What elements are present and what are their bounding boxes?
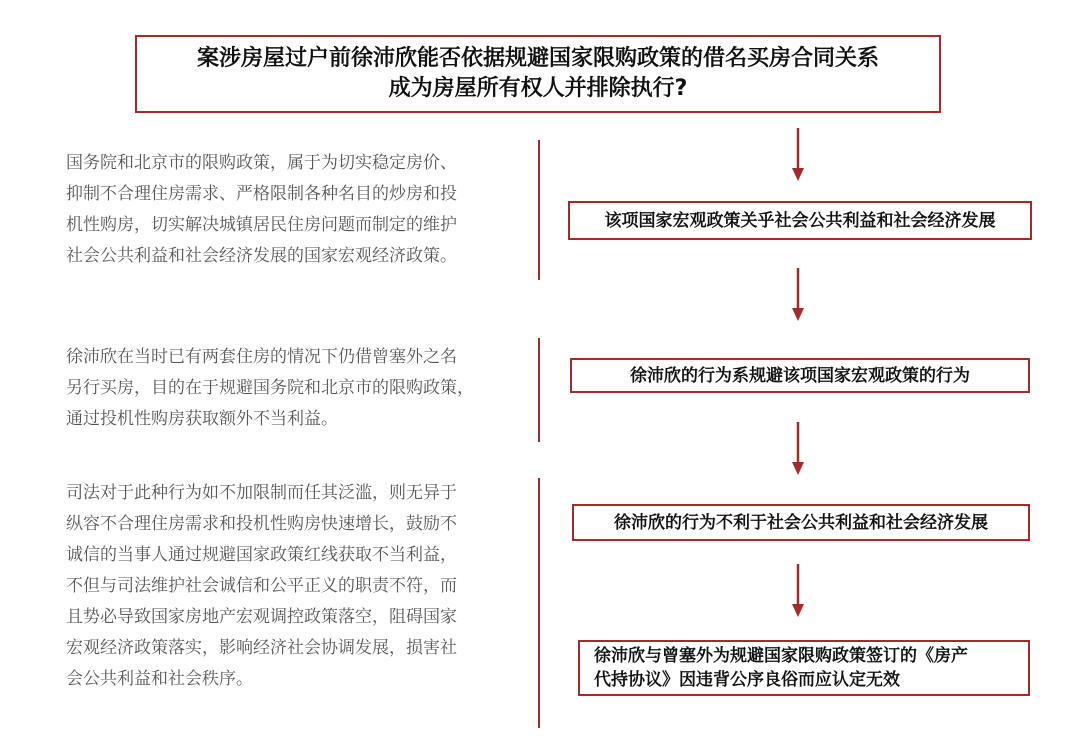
final-conclusion-line-2: 代持协议》因违背公序良俗而应认定无效 (594, 670, 900, 690)
reason-3-line-1: 司法对于此种行为如不加限制而任其泛滥，则无异于 (66, 483, 457, 503)
reason-paragraph-1 (66, 148, 528, 272)
conclusion-box-1 (568, 201, 1032, 240)
reason-2-line-3: 通过投机性购房获取额外不当利益。 (66, 409, 338, 429)
final-conclusion-line-1: 徐沛欣与曾塞外为规避国家限购政策签订的《房产 (594, 646, 968, 666)
question-title-box (135, 35, 941, 113)
reason-1-divider (538, 140, 540, 280)
conclusion-2-text: 徐沛欣的行为系规避该项国家宏观政策的行为 (630, 365, 970, 386)
reason-2-line-1: 徐沛欣在当时已有两套住房的情况下仍借曾塞外之名 (66, 347, 457, 367)
question-title-line-1: 案涉房屋过户前徐沛欣能否依据规避国家限购政策的借名买房合同关系 (196, 46, 879, 71)
reason-3-line-2: 纵容不合理住房需求和投机性购房快速增长，鼓励不 (66, 514, 457, 534)
reason-3-line-6: 宏观经济政策落实，影响经济社会协调发展，损害社 (66, 638, 457, 658)
down-arrow-icon (790, 128, 806, 182)
conclusion-box-2 (570, 358, 1030, 393)
reason-3-line-7: 会公共利益和社会秩序。 (66, 669, 253, 689)
final-conclusion-box (578, 640, 1030, 696)
reason-1-line-4: 社会公共利益和社会经济发展的国家宏观经济政策。 (66, 246, 457, 266)
reason-2-line-2: 另行买房，目的在于规避国务院和北京市的限购政策， (66, 378, 474, 398)
conclusion-3-text: 徐沛欣的行为不利于社会公共利益和社会经济发展 (614, 512, 988, 533)
conclusion-1-text: 该项国家宏观政策关乎社会公共利益和社会经济发展 (604, 210, 996, 231)
reason-1-line-3: 机性购房，切实解决城镇居民住房问题而制定的维护 (66, 215, 457, 235)
reason-paragraph-3 (66, 478, 528, 695)
reason-3-divider (538, 478, 540, 728)
reason-3-line-5: 且势必导致国家房地产宏观调控政策落空，阻碍国家 (66, 607, 457, 627)
down-arrow-icon (790, 268, 806, 322)
reason-3-line-3: 诚信的当事人通过规避国家政策红线获取不当利益， (66, 545, 457, 565)
conclusion-box-3 (572, 504, 1030, 541)
reason-2-divider (538, 338, 540, 442)
down-arrow-icon (790, 422, 806, 476)
reason-1-line-1: 国务院和北京市的限购政策，属于为切实稳定房价、 (66, 153, 457, 173)
down-arrow-icon (790, 564, 806, 618)
reason-1-line-2: 抑制不合理住房需求、严格限制各种名目的炒房和投 (66, 184, 457, 204)
reason-3-line-4: 不但与司法维护社会诚信和公平正义的职责不符，而 (66, 576, 457, 596)
reason-paragraph-2 (66, 342, 528, 435)
question-title-line-2: 成为房屋所有权人并排除执行? (388, 76, 688, 101)
